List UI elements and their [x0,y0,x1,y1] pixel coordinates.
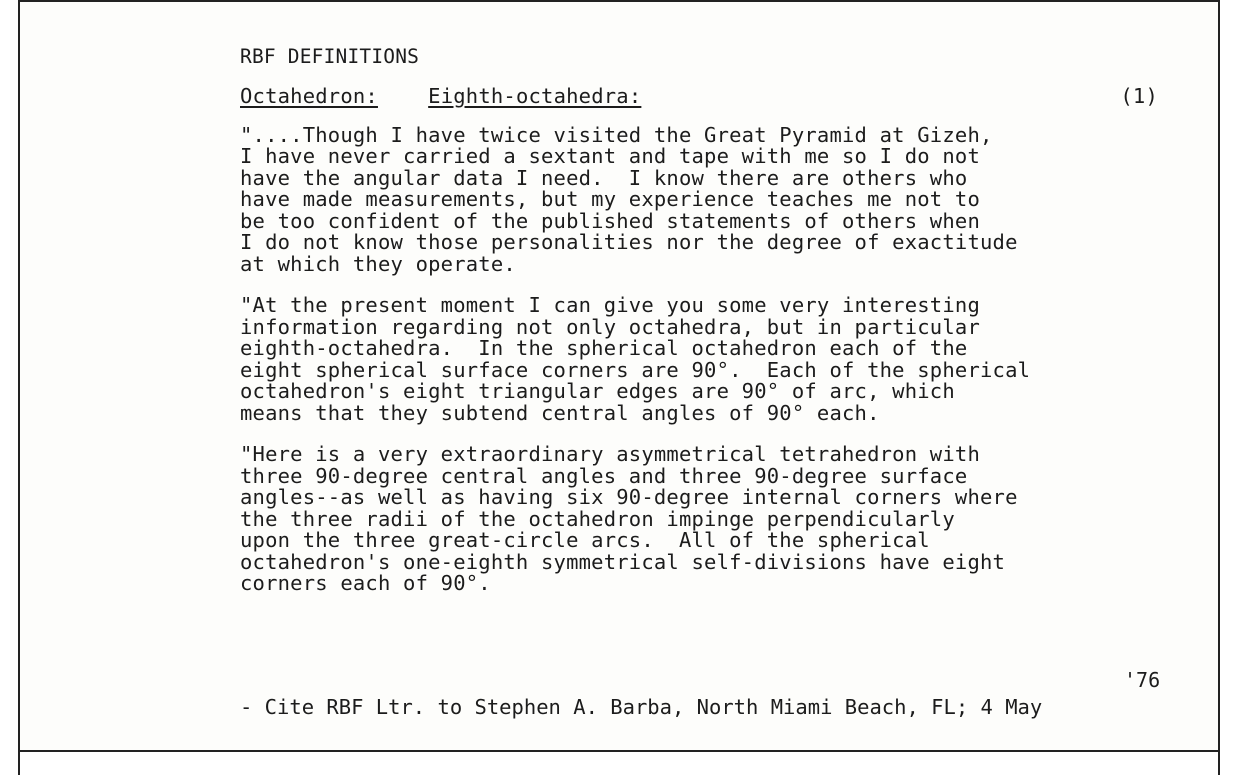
year-stamp: '76 [1124,668,1161,692]
quote-paragraph-1: "....Though I have twice visited the Great Pyramid at Gizeh, I have never carried a sextant and tape with me so I do not have the angular data I need. I know there are others who have made measurements, but my experience teaches me not to be too confident of the published statements of others when I do not know those personalities nor the degree of exactitude at which they operate. [240,122,1018,276]
next-card-edge [18,752,1220,775]
card-number: (1) [1120,83,1158,108]
quote-paragraph-3: "Here is a very extraordinary asymmetrical tetrahedron with three 90-degree central angles and three 90-degree surface angles--as well as having six 90-degree internal corners where the three radii of the octahedron impinge perpendicularly upon the three great-circle arcs. All of the spherical octahedron's one-eighth symmetrical self-divisions have eight corners each of 90°. [240,442,1018,595]
subterm-title: Eighth-octahedra: [428,83,642,108]
card-title-row [240,83,1170,110]
quote-paragraph-2: "At the present moment I can give you some very interesting information regarding not only octahedra, but in particular eighth-octahedra. In the spherical octahedron each of the eight spherical surface corners are 90°. Each of the spherical octahedron's eight triangular edges are 90° of arc, which means that they subtend central angles of 90° each. [240,293,1031,425]
citation: - Cite RBF Ltr. to Stephen A. Barba, North Miami Beach, FL; 4 May [240,695,1043,719]
term-title: Octahedron: [240,83,378,108]
card-heading: RBF DEFINITIONS [240,45,420,68]
card-content [240,46,1170,615]
